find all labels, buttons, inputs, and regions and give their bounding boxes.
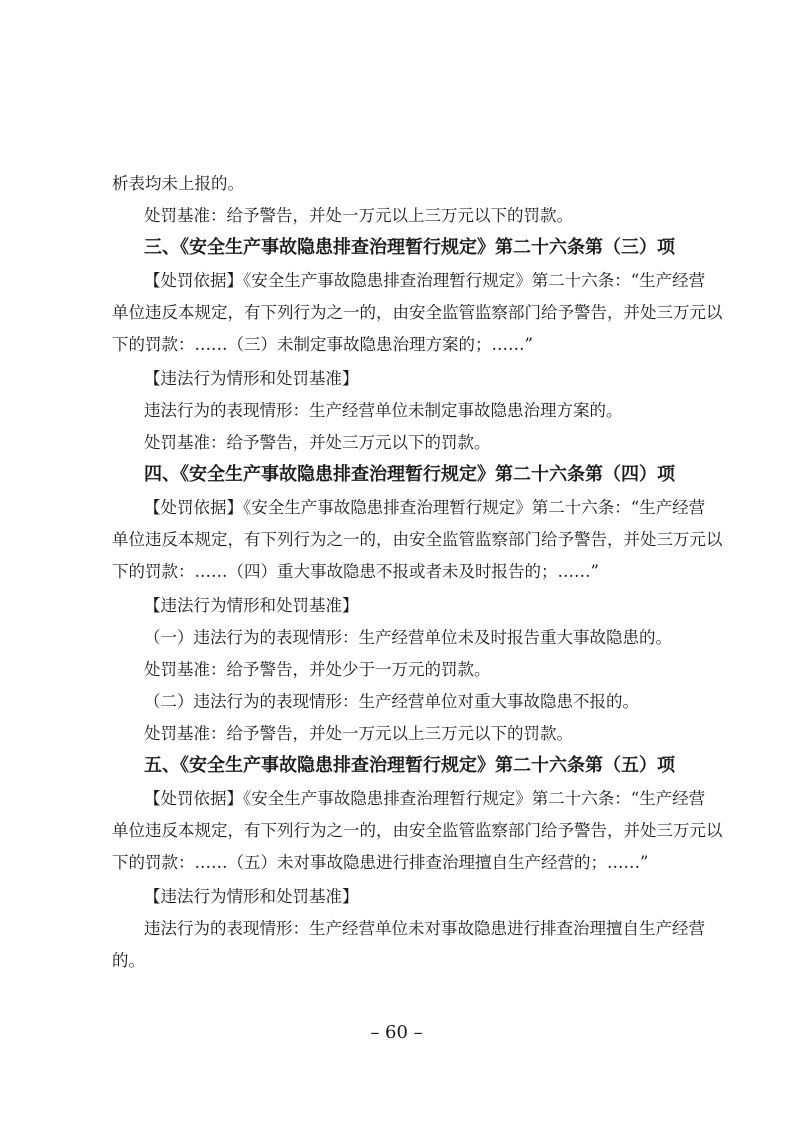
subheading: 【违法行为情形和处罚基准】: [144, 369, 359, 388]
text-line: 处罚基准：给予警告，并处一万元以上三万元以下的罚款。: [144, 206, 573, 225]
text-line: 【处罚依据】《安全生产事故隐患排查治理暂行规定》第二十六条：“生产经营: [144, 271, 706, 290]
text-line: 处罚基准：给予警告，并处三万元以下的罚款。: [144, 433, 491, 452]
text-line: 违法行为的表现情形：生产经营单位未对事故隐患进行排查治理擅自生产经营: [144, 919, 705, 938]
section-heading-4: 四、《安全生产事故隐患排查治理暂行规定》第二十六条第（四）项: [144, 464, 675, 485]
text-line: 的。: [112, 951, 145, 970]
text-line: 单位违反本规定，有下列行为之一的，由安全监管监察部门给予警告，并处三万元以: [112, 821, 723, 840]
text-line: 下的罚款：……（三）未制定事故隐患治理方案的；……”: [112, 335, 533, 354]
text-line: 【处罚依据】《安全生产事故隐患排查治理暂行规定》第二十六条：“生产经营: [144, 789, 706, 808]
subheading: 【违法行为情形和处罚基准】: [144, 887, 359, 906]
text-line: 单位违反本规定，有下列行为之一的，由安全监管监察部门给予警告，并处三万元以: [112, 530, 723, 549]
text-line: 单位违反本规定，有下列行为之一的，由安全监管监察部门给予警告，并处三万元以: [112, 303, 723, 322]
text-line: （一）违法行为的表现情形：生产经营单位未及时报告重大事故隐患的。: [144, 628, 672, 647]
text-line: （二）违法行为的表现情形：生产经营单位对重大事故隐患不报的。: [144, 692, 639, 711]
text-line: 违法行为的表现情形：生产经营单位未制定事故隐患治理方案的。: [144, 401, 623, 420]
subheading: 【违法行为情形和处罚基准】: [144, 596, 359, 615]
section-heading-5: 五、《安全生产事故隐患排查治理暂行规定》第二十六条第（五）项: [144, 755, 675, 776]
text-line: 处罚基准：给予警告，并处少于一万元的罚款。: [144, 660, 491, 679]
text-line: 下的罚款：……（四）重大事故隐患不报或者未及时报告的；……”: [112, 562, 599, 581]
text-line: 【处罚依据】《安全生产事故隐患排查治理暂行规定》第二十六条：“生产经营: [144, 498, 706, 517]
text-line: 析表均未上报的。: [112, 174, 244, 193]
section-heading-3: 三、《安全生产事故隐患排查治理暂行规定》第二十六条第（三）项: [144, 237, 675, 258]
text-line: 下的罚款：……（五）未对事故隐患进行排查治理擅自生产经营的；……”: [112, 853, 649, 872]
page-number: – 60 –: [370, 1022, 423, 1043]
text-line: 处罚基准：给予警告，并处一万元以上三万元以下的罚款。: [144, 724, 573, 743]
